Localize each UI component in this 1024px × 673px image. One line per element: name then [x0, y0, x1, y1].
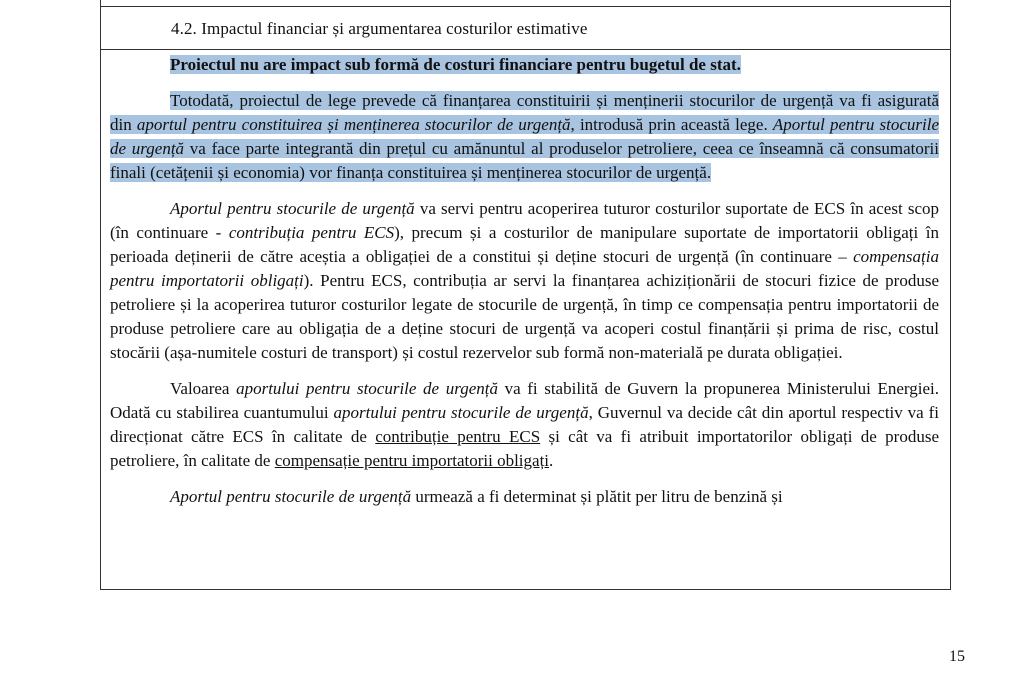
p3-italic-2: contribuția pentru ECS: [228, 223, 395, 242]
paragraph-2: [110, 89, 939, 185]
p2-italic-1: aportul pentru constituirea și menținerea stocurilor de urgență: [136, 115, 571, 134]
highlighted-bold-statement: Proiectul nu are impact sub formă de costuri financiare pentru bugetul de stat.: [170, 55, 741, 74]
p5-italic-1: Aportul pentru stocurile de urgență: [170, 487, 412, 506]
section-heading: 4.2. Impactul financiar și argumentarea costurilor estimative: [171, 19, 588, 38]
p3-text-3: ). Pentru ECS, contribuția ar servi la finanțarea achiziționării de stocuri fizice de produse petroliere și la acoperirea tuturor costurilor legate de stocurile de urgență, în timp ce compensația pentru importatorii de produse petroliere care au obligația de a deține stocuri de urgență va acoperi costul finanțării și prima de risc, costul stocării (așa-numitele costuri de transport) și costul rezervelor sub formă non-materială pe durata obligației.: [110, 271, 939, 362]
p4-text-2: va fi stabilită de Guvern la propunerea Ministerului Energiei. Odată cu stabilirea cuantumului: [110, 379, 939, 422]
p4-italic-2: aportului pentru stocurile de urgență: [333, 403, 589, 422]
p4-text-1: Valoarea: [170, 379, 237, 398]
p2-italic-2: Aportul pentru stocurile de urgență: [110, 115, 939, 158]
p4-text-4: și cât va fi atribuit importatorilor obligați de produse petroliere, în calitate de: [110, 427, 939, 470]
p3-text-1: va servi pentru acoperirea tuturor costurilor suportate de ECS în acest scop (în continuare -: [110, 199, 939, 242]
paragraph-1: [110, 53, 939, 77]
paragraph-5: [110, 485, 939, 509]
p2-text-1: Totodată, proiectul de lege prevede că finanțarea constituirii și menținerii stocurilor de urgență va fi asigurată din: [110, 91, 939, 134]
p4-italic-1: aportului pentru stocurile de urgență: [236, 379, 498, 398]
section-body: [110, 53, 939, 509]
p3-italic-3: compensația pentru importatorii obligați: [110, 247, 939, 290]
paragraph-4: [110, 377, 939, 473]
paragraph-3: [110, 197, 939, 365]
p4-text-5: .: [549, 451, 554, 470]
document-table: [100, 0, 951, 590]
p3-text-2: ), precum și a costurilor de manipulare suportate de importatorii obligați în perioada deținerii de către aceștia a obligației de a constitui și deține stocuri de urgență (în continuare –: [110, 223, 939, 266]
p3-italic-1: Aportul pentru stocurile de urgență: [170, 199, 415, 218]
p4-text-3: , Guvernul va decide cât din aportul respectiv va fi direcționat către ECS în calitate de: [110, 403, 939, 446]
section-row: [101, 6, 950, 50]
p2-text-2: , introdusă prin această lege.: [570, 115, 773, 134]
p2-text-3: va face parte integrantă din prețul cu amănuntul al produselor petroliere, ceea ce înseamnă că consumatorii finali (cetățenii și economia) vor finanța constituirea și menținerea stocurilor de urgență.: [110, 139, 939, 182]
p5-text-1: urmează a fi determinat și plătit per litru de benzină și: [411, 487, 783, 506]
p4-underlined-1: contribuție pentru ECS: [375, 427, 541, 446]
p4-underlined-2: compensație pentru importatorii obligați: [274, 451, 550, 470]
page-number: 15: [949, 648, 965, 665]
